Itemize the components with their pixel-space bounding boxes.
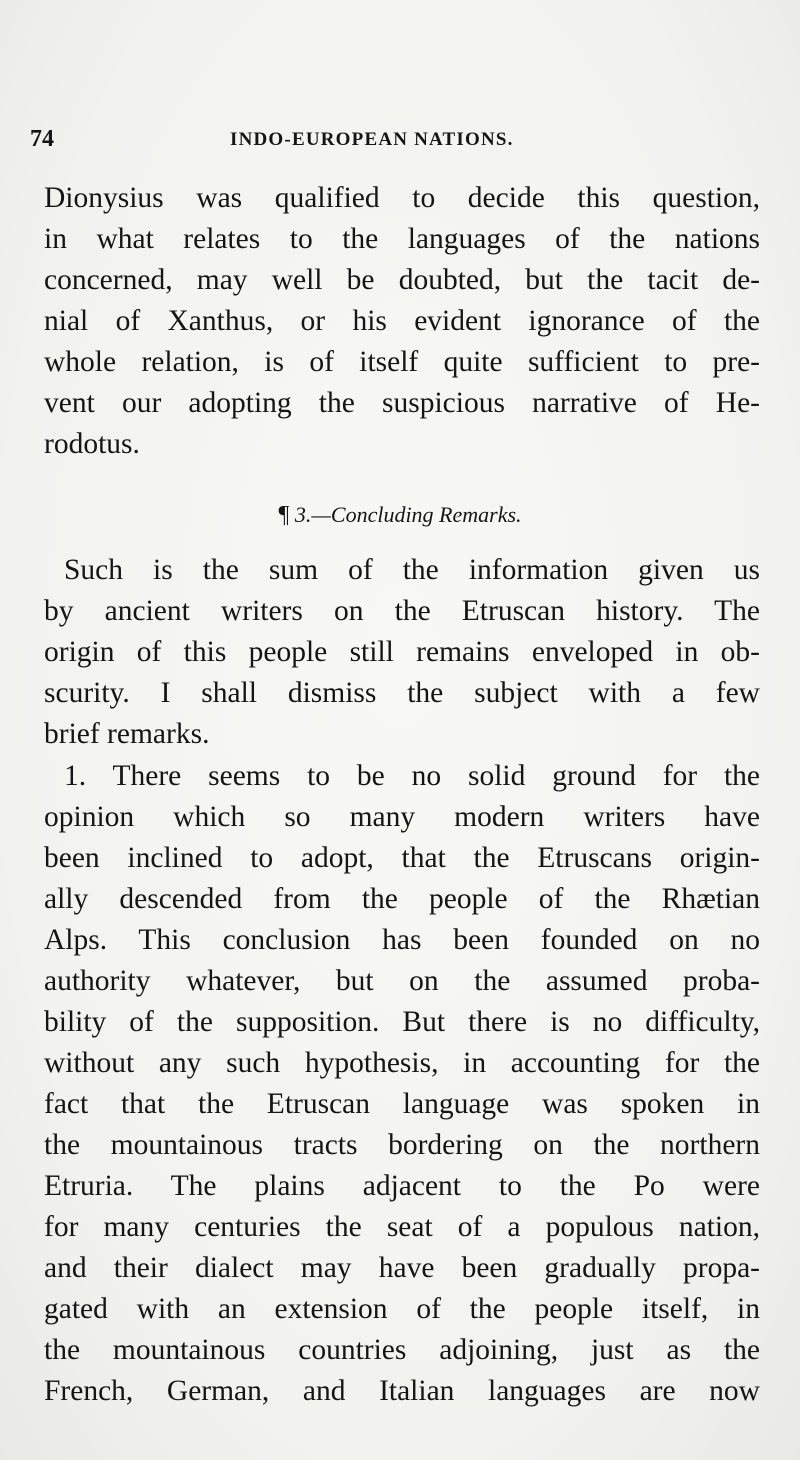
text-line: and their dialect may have been gradually propa- [44, 1252, 760, 1284]
text-line: been inclined to adopt, that the Etruscans origin- [44, 842, 760, 874]
section-title: Concluding Remarks. [330, 502, 522, 527]
text-line: fact that the Etruscan language was spoken in [44, 1088, 760, 1120]
text-line: without any such hypothesis, in accounting for the [44, 1047, 760, 1079]
text-line: Alps. This conclusion has been founded on no [44, 924, 760, 956]
text-line: vent our adopting the suspicious narrative of He- [44, 387, 760, 419]
text-line: 1. There seems to be no solid ground for the [64, 760, 760, 792]
text-line: the mountainous countries adjoining, just as the [44, 1334, 760, 1366]
text-line: concerned, may well be doubted, but the tacit de- [44, 264, 760, 296]
text-line: rodotus. [44, 428, 140, 460]
text-line: in what relates to the languages of the nations [44, 223, 760, 255]
text-line: authority whatever, but on the assumed proba- [44, 965, 760, 997]
section-number: 3.— [294, 502, 331, 527]
text-line: gated with an extension of the people itself, in [44, 1293, 760, 1325]
text-line: for many centuries the seat of a populous nation, [44, 1211, 760, 1243]
pilcrow-mark: ¶ [278, 502, 290, 528]
page-number: 74 [30, 126, 54, 152]
section-heading [0, 502, 800, 529]
text-line: bility of the supposition. But there is no difficulty, [44, 1006, 760, 1038]
text-line: nial of Xanthus, or his evident ignorance of the [44, 305, 760, 337]
paragraph-2 [44, 550, 760, 755]
text-line: whole relation, is of itself quite sufficient to pre- [44, 346, 760, 378]
running-head [30, 126, 750, 156]
text-line: Dionysius was qualified to decide this question, [44, 182, 760, 214]
text-line: brief remarks. [44, 718, 210, 750]
text-line: French, German, and Italian languages are now [44, 1375, 760, 1407]
text-line: the mountainous tracts bordering on the northern [44, 1129, 760, 1161]
text-line: opinion which so many modern writers have [44, 801, 760, 833]
text-line: scurity. I shall dismiss the subject with a few [44, 677, 760, 709]
running-title: INDO-EUROPEAN NATIONS. [230, 129, 514, 150]
text-line: ally descended from the people of the Rhætian [44, 883, 760, 915]
text-line: origin of this people still remains enveloped in ob- [44, 636, 760, 668]
paragraph-1 [44, 178, 760, 465]
text-line: by ancient writers on the Etruscan history. The [44, 595, 760, 627]
text-line: Etruria. The plains adjacent to the Po were [44, 1170, 760, 1202]
paragraph-3 [44, 756, 760, 1412]
text-line: Such is the sum of the information given us [64, 554, 760, 586]
